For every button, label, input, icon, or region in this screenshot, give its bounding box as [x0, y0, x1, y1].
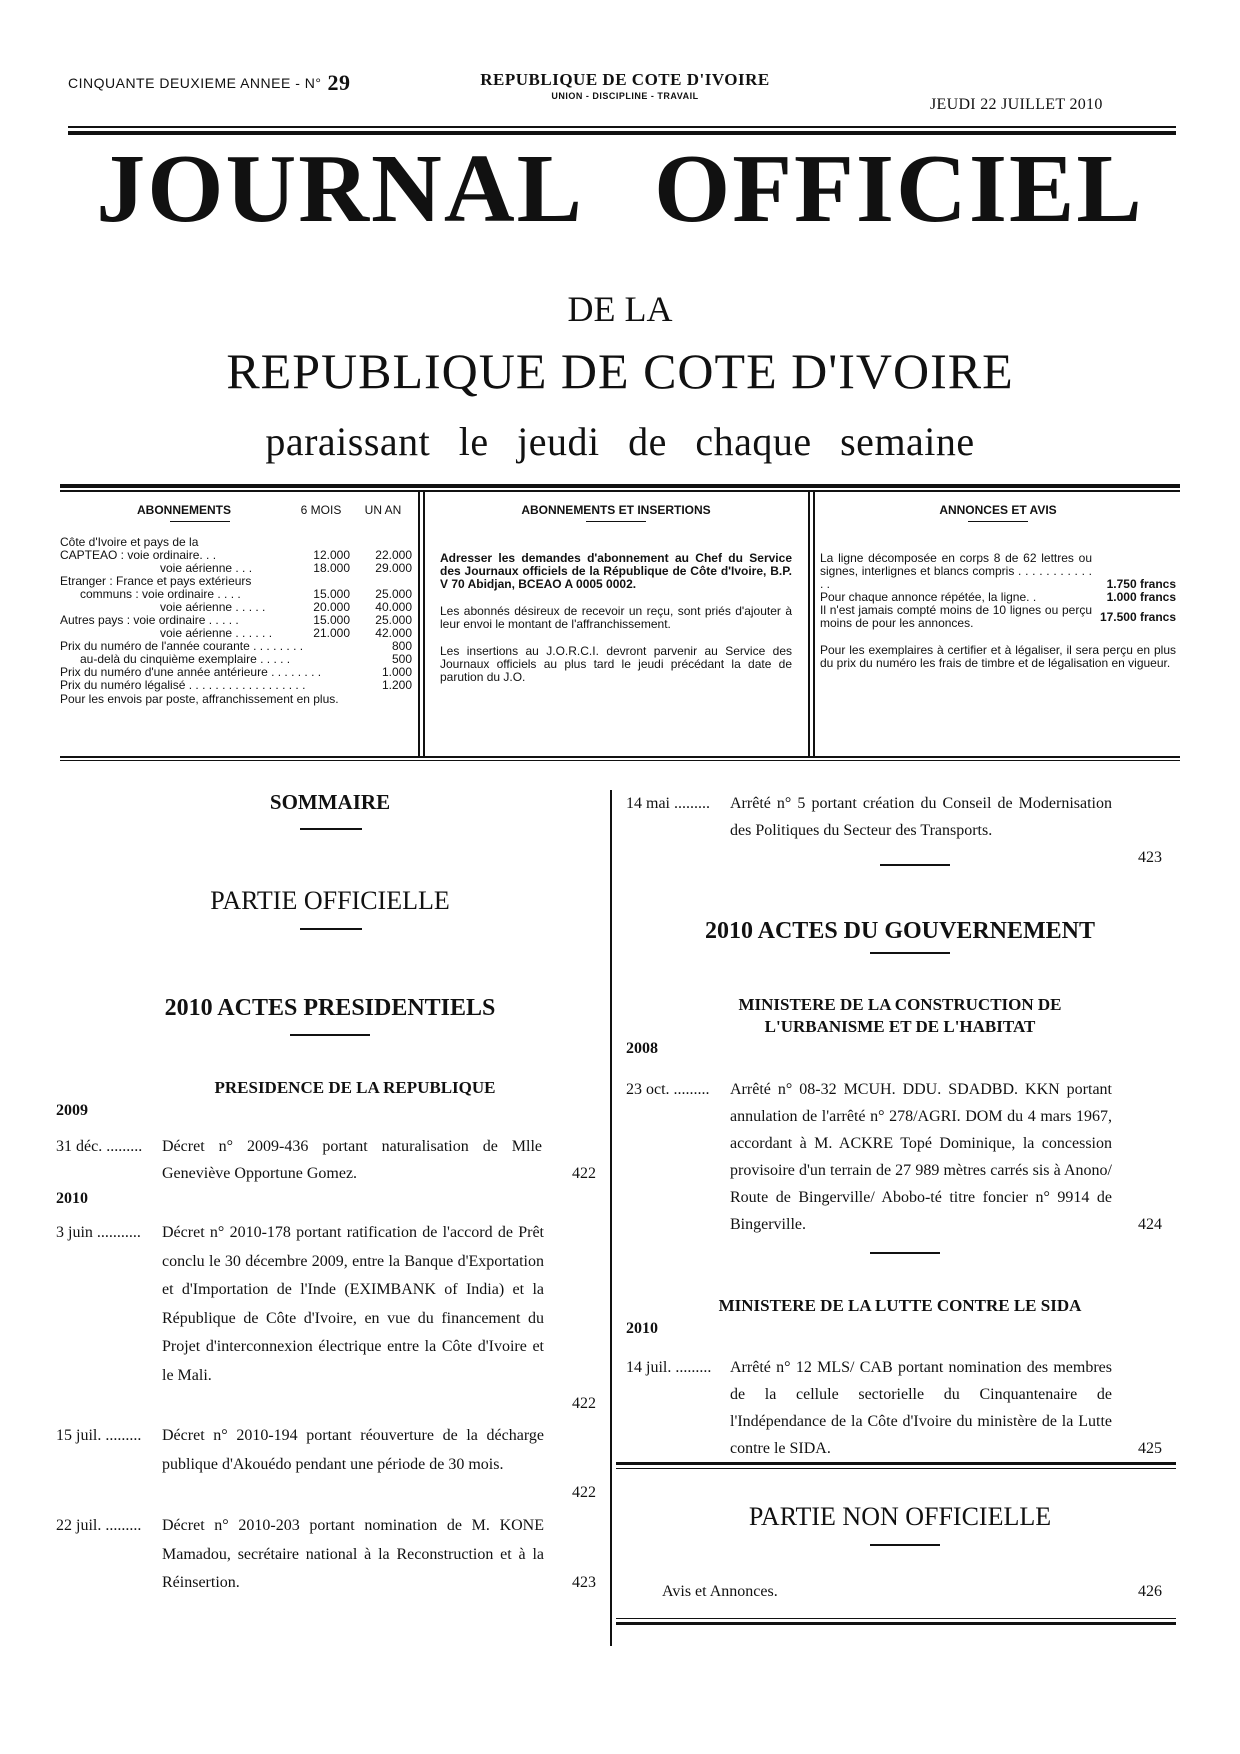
abonnement-row: [60, 575, 412, 588]
entry-text: Avis et Annonces.: [662, 1583, 778, 1600]
entry-text: Décret n° 2010-178 portant ratification de l'accord de Prêt conclu le 30 décembre 2009, entre la Banque d'Exportation et d'Importation de l'Inde (EXIMBANK of India) et la République de Côte d'Ivoire, en vue du financement du Projet d'interconnexion électrique entre la Côte d'Ivoire et le Mali.: [162, 1224, 544, 1384]
box-bottom-rule-2: [60, 760, 1180, 761]
price-row-label: Prix du numéro d'une année antérieure . . . . . . . .: [60, 666, 322, 679]
abonnement-row-label: voie aérienne . . .: [160, 562, 253, 575]
country-header: [440, 70, 810, 101]
non-officielle-rule: [616, 1462, 1176, 1465]
abonnement-row: [60, 601, 412, 614]
col-un-an: UN AN: [364, 503, 402, 517]
entry-arrete-08-32: [626, 1076, 1166, 1256]
annonces-repetee: Pour chaque annonce répétée, la ligne. .: [820, 590, 1037, 604]
sommaire-title: SOMMAIRE: [269, 790, 391, 814]
annonces-box: [820, 500, 1176, 670]
insertions-address: Adresser les demandes d'abonnement au Chef du Service des Journaux officiels de la République de Côte d'Ivoire, B.P. V 70 Abidjan, BCEAO A 0005 0002.: [440, 551, 792, 591]
rule: [870, 1544, 940, 1546]
entry-date: 15 juil. .........: [56, 1427, 142, 1444]
abonnement-row-unan: 42.000: [375, 626, 412, 640]
entry-page: 425: [1138, 1440, 1162, 1457]
entry-avis-annonces: [626, 1578, 1166, 1608]
price-row: [60, 679, 412, 692]
box-divider-1b: [423, 492, 425, 756]
price-row-value: 1.000: [381, 665, 412, 679]
rule: [300, 928, 362, 930]
entry-text: Arrêté n° 08-32 MCUH. DDU. SDADBD. KKN portant annulation de l'arrêté n° 278/AGRI. DOM du 4 mars 1967, accordant à M. ACKRE Topé Dominique, la concession provisoire d'un terrain de 27 989 mètres carrés sis à Anono/ Route de Bingerville/ Abobo-té titre foncier n° 9914 de Bingerville.: [730, 1081, 1112, 1233]
box-divider-2b: [813, 492, 815, 756]
entry-arrete-5: [626, 790, 1166, 880]
price-row-label: Prix du numéro de l'année courante . . . . . . . .: [60, 640, 304, 653]
entry-page: 422: [572, 1484, 596, 1501]
footer-rule-2: [616, 1622, 1176, 1625]
abonnement-row-label: voie aérienne . . . . . .: [160, 627, 273, 640]
abonnements-group: Côte d'Ivoire et pays de la: [60, 535, 199, 549]
entry-page: 423: [1138, 849, 1162, 866]
sommaire-column-divider: [610, 790, 612, 1646]
partie-officielle-title: PARTIE OFFICIELLE: [210, 886, 450, 915]
price-row-label: Prix du numéro légalisé . . . . . . . . . . . . . . . . . .: [60, 679, 306, 692]
issue-date: JEUDI 22 JUILLET 2010: [930, 96, 1103, 113]
insertions-recu: Les abonnés désireux de recevoir un reçu, sont priés d'ajouter à leur envoi le montant de l'affranchissement.: [440, 604, 792, 631]
actes-gouvernement-title: 2010 ACTES DU GOUVERNEMENT: [704, 918, 1096, 944]
abonnements-rows: [60, 549, 412, 640]
abonnement-row: [60, 549, 412, 562]
annonces-title: ANNONCES ET AVIS: [939, 503, 1057, 517]
abonnement-row-unan: 25.000: [375, 613, 412, 627]
abonnement-row-6mois: 18.000: [313, 561, 350, 575]
footer-rule-1: [616, 1618, 1176, 1619]
year-2010: 2010: [56, 1190, 88, 1207]
price-row: [60, 653, 412, 666]
col-6-mois: 6 MOIS: [300, 503, 342, 517]
entry-2010-194: [56, 1422, 596, 1512]
issue-number: 29: [327, 70, 351, 95]
entry-page: 422: [572, 1395, 596, 1412]
presidence-title: PRESIDENCE DE LA REPUBLIQUE: [214, 1078, 496, 1097]
entry-2009-436: [56, 1133, 596, 1193]
price-row-value: 1.200: [381, 678, 412, 692]
annonces-ligne: La ligne décomposée en corps 8 de 62 lettres ou signes, interlignes et blancs compris . . . . . . . . . . . . .: [820, 551, 1092, 591]
edition-text: CINQUANTE DEUXIEME ANNEE - N°: [68, 75, 322, 91]
rule: [870, 1252, 940, 1254]
abonnement-row-label: communs : voie ordinaire . . . .: [80, 588, 241, 601]
insertions-title: ABONNEMENTS ET INSERTIONS: [521, 503, 711, 517]
entry-text: Arrêté n° 5 portant création du Conseil de Modernisation des Politiques du Secteur des Transports.: [730, 795, 1112, 839]
rule: [290, 1034, 370, 1036]
abonnements-box: [60, 500, 412, 706]
header-rule: [68, 126, 1176, 128]
price-row-value: 800: [391, 639, 412, 653]
box-bottom-rule: [60, 756, 1180, 758]
entry-2010-203: [56, 1512, 596, 1602]
abonnement-row-unan: 40.000: [375, 600, 412, 614]
entry-arrete-12: [626, 1354, 1166, 1464]
annonces-prix-ligne: 1.750 francs: [1106, 577, 1176, 591]
masthead-republique: REPUBLIQUE DE COTE D'IVOIRE: [226, 343, 1014, 399]
insertions-box: [440, 500, 792, 684]
ministere-construction-title: MINISTERE DE LA CONSTRUCTION DE L'URBANISME ET DE L'HABITAT: [738, 995, 1062, 1036]
masthead-de-la: DE LA: [567, 289, 673, 329]
rule: [300, 828, 362, 830]
annonces-minimum: Il n'est jamais compté moins de 10 lignes ou perçu moins de pour les annonces.: [820, 603, 1092, 630]
abonnement-row-unan: 25.000: [375, 587, 412, 601]
box-top-rule-2: [60, 490, 1180, 492]
year-2010-sida: 2010: [626, 1320, 658, 1337]
box-top-rule: [60, 484, 1180, 488]
price-row: [60, 666, 412, 679]
entry-text: Décret n° 2010-203 portant nomination de M. KONE Mamadou, secrétaire national à la Reconstruction et à la Réinsertion.: [162, 1517, 544, 1591]
abonnement-row: [60, 614, 412, 627]
entry-2010-178: [56, 1219, 596, 1419]
price-row-value: 500: [391, 652, 412, 666]
non-officielle-rule-2: [616, 1468, 1176, 1469]
abonnement-row-6mois: 20.000: [313, 600, 350, 614]
partie-non-officielle-title: PARTIE NON OFFICIELLE: [748, 1502, 1052, 1531]
ministere-sida-title: MINISTERE DE LA LUTTE CONTRE LE SIDA: [718, 1296, 1082, 1315]
country-motto: UNION - DISCIPLINE - TRAVAIL: [551, 91, 699, 101]
entry-text: Décret n° 2010-194 portant réouverture de la décharge publique d'Akouédo pendant une période de 30 mois.: [162, 1427, 544, 1473]
entry-text: Décret n° 2009-436 portant naturalisation de Mlle Geneviève Opportune Gomez.: [162, 1138, 542, 1182]
annonces-prix-minimum: 17.500 francs: [1099, 609, 1176, 624]
masthead-title: [0, 135, 1240, 243]
price-row-label: au-delà du cinquième exemplaire . . . . .: [80, 653, 291, 666]
masthead-word-journal: JOURNAL: [96, 135, 584, 243]
abonnements-title: ABONNEMENTS: [136, 503, 231, 517]
actes-presidentiels-title: 2010 ACTES PRESIDENTIELS: [164, 995, 496, 1021]
entry-text: Arrêté n° 12 MLS/ CAB portant nomination des membres de la cellule sectorielle du Cinquantenaire de l'Indépendance de la Côte d'Ivoire du ministère de la Lutte contre le SIDA.: [730, 1359, 1112, 1457]
masthead-word-officiel: OFFICIEL: [653, 135, 1144, 243]
entry-date: 3 juin ...........: [56, 1224, 141, 1241]
entry-page: 422: [572, 1165, 596, 1182]
abonnement-row-6mois: 21.000: [313, 626, 350, 640]
abonnement-row-label: Etranger : France et pays extérieurs: [60, 575, 252, 588]
abonnement-row-6mois: 15.000: [313, 587, 350, 601]
abonnement-row-label: CAPTEAO : voie ordinaire. . .: [60, 549, 217, 562]
entry-page: 426: [1138, 1583, 1162, 1600]
abonnement-row: [60, 562, 412, 575]
abonnement-row: [60, 627, 412, 640]
box-divider-2: [808, 492, 810, 756]
rule: [880, 864, 950, 866]
country-name: REPUBLIQUE DE COTE D'IVOIRE: [480, 70, 770, 89]
entry-date: 23 oct. .........: [626, 1081, 710, 1098]
entry-date: 31 déc. .........: [56, 1138, 143, 1155]
annonces-prix-repetee: 1.000 francs: [1106, 590, 1176, 604]
annonces-legalisation: Pour les exemplaires à certifier et à légaliser, il sera perçu en plus du prix du numéro les frais de timbre et de légalisation en vigueur.: [820, 643, 1176, 670]
abonnement-row-label: Autres pays : voie ordinaire . . . . .: [60, 614, 239, 627]
insertions-delai: Les insertions au J.O.R.C.I. devront parvenir au Service des Journaux officiels au plus tard le jeudi précédant la date de parution du J.O.: [440, 644, 792, 684]
entry-date: 14 mai .........: [626, 795, 710, 812]
entry-date: 22 juil. .........: [56, 1517, 142, 1534]
entry-page: 424: [1138, 1216, 1162, 1233]
price-row: [60, 640, 412, 653]
edition-line: [68, 70, 350, 96]
abonnement-row-unan: 22.000: [375, 548, 412, 562]
abonnement-row-unan: 29.000: [375, 561, 412, 575]
box-divider-1: [418, 492, 420, 756]
abonnements-footer: Pour les envois par poste, affranchissement en plus.: [60, 692, 339, 706]
entry-date: 14 juil. .........: [626, 1359, 712, 1376]
abonnement-row-6mois: 15.000: [313, 613, 350, 627]
abonnement-row-6mois: 12.000: [313, 548, 350, 562]
entry-page: 423: [572, 1574, 596, 1591]
year-2009: 2009: [56, 1102, 88, 1119]
year-2008: 2008: [626, 1040, 658, 1057]
abonnement-row: [60, 588, 412, 601]
rule: [870, 952, 950, 954]
abonnement-row-label: voie aérienne . . . . .: [160, 601, 266, 614]
masthead-subtitle: paraissant le jeudi de chaque semaine: [265, 419, 975, 464]
abonnements-prices: [60, 640, 412, 692]
